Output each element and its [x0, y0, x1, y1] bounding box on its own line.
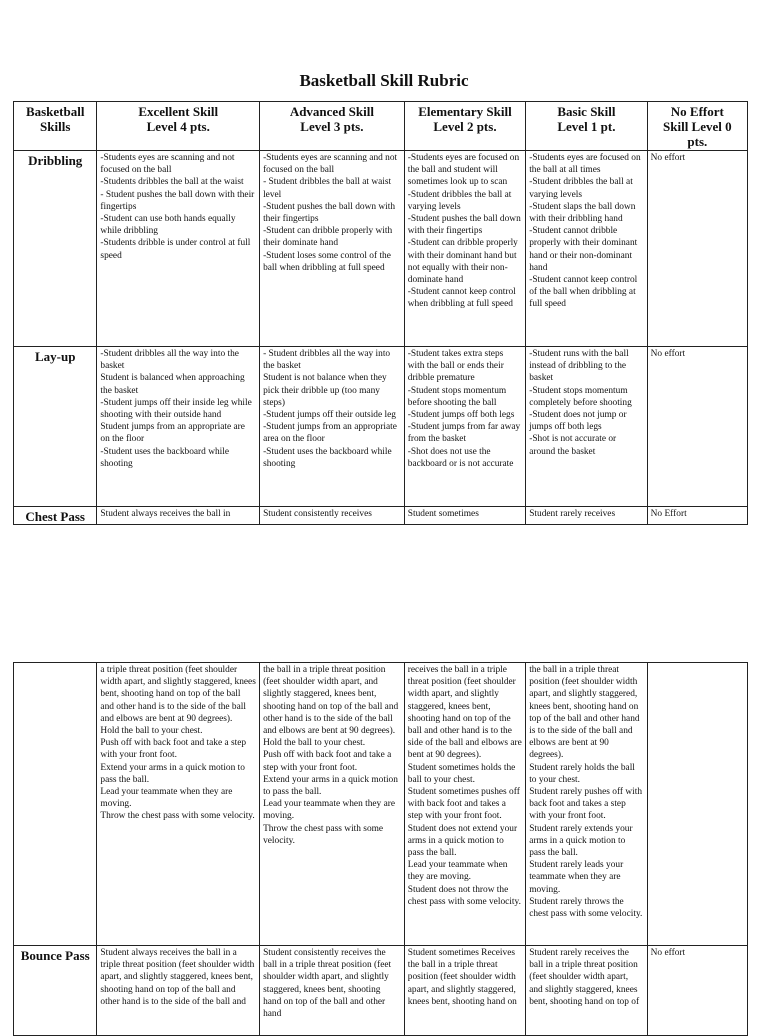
criterion-line: Student sometimes holds the ball to your chest. — [407, 762, 516, 785]
criterion-line: Student sometimes pushes off with back foot and takes a step with your front foot. — [407, 787, 520, 822]
cell-advanced — [260, 663, 405, 946]
cell-advanced — [260, 946, 405, 1036]
criterion-line: -Students eyes are scanning and not focused on the ball — [263, 153, 398, 176]
header-line: Elementary Skill — [418, 104, 512, 119]
criterion-line: Lead your teammate when they are moving. — [407, 860, 508, 883]
cell-basic — [526, 507, 647, 525]
criterion-line: Student consistently receives the ball in a triple threat position (feet shoulder width apart, and slightly staggered, knees bent, shooting hand on top of the ball and other hand — [263, 948, 392, 1020]
criterion-line: Student consistently receives — [263, 509, 372, 519]
criterion-line: Hold the ball to your chest. — [263, 738, 366, 749]
cell-basic — [526, 151, 647, 347]
criterion-line: -Student takes extra steps with the ball or ends their dribble premature — [407, 349, 504, 384]
criterion-line: -Student jumps from an appropriate area on the floor — [263, 422, 397, 445]
skill-name: Chest Pass — [14, 507, 97, 525]
criterion-line: Student rarely leads your teammate when they are moving. — [529, 860, 624, 895]
criterion-line: -Student cannot keep control of the ball when dribbling at full speed — [529, 275, 638, 310]
criterion-line: Push off with back foot and take a step with your front foot. — [100, 738, 247, 761]
criterion-line: Student always receives the ball in — [100, 509, 231, 519]
criterion-line: Throw the chest pass with some velocity. — [263, 823, 384, 846]
cell-advanced — [260, 151, 405, 347]
cell-excellent — [97, 507, 260, 525]
header-line: pts. — [687, 134, 708, 149]
criterion-line: -Student cannot dribble properly with their dominant hand or their non-dominant hand — [529, 226, 638, 273]
criterion-line: Student sometimes Receives the ball in a triple threat position (feet shoulder width apart, and slightly staggered, knees bent, shooting hand on — [407, 948, 517, 1007]
cell-excellent — [97, 663, 260, 946]
cell-elementary — [404, 347, 525, 507]
criterion-line: -Students eyes are scanning and not focused on the ball — [100, 153, 235, 176]
criterion-line: -Student loses some control of the ball when dribbling at full speed — [263, 250, 391, 273]
criterion-line: Student is not balance when they pick their dribble up (too many steps) — [263, 373, 387, 408]
header-skills — [14, 102, 97, 151]
header-line: Excellent Skill — [138, 104, 219, 119]
criterion-line: -Student does not jump or jumps off both legs — [529, 410, 627, 433]
criterion-line: -Students eyes are focused on the ball at all times — [529, 153, 641, 176]
cell-advanced — [260, 507, 405, 525]
cell-basic — [526, 663, 647, 946]
row-bounce-pass — [14, 946, 748, 1036]
cell-excellent — [97, 347, 260, 507]
row-lay-up — [14, 347, 748, 507]
criterion-line: No effort — [650, 948, 686, 958]
criterion-line: Student does not extend your arms in a quick motion to pass the ball. — [407, 823, 518, 859]
header-line: Basketball — [25, 104, 85, 119]
header-line: Level 4 pts. — [146, 119, 210, 134]
criterion-line: Student is balanced when approaching the basket — [100, 373, 245, 396]
criterion-line: -Student dribbles the ball at varying levels — [407, 189, 512, 212]
cell-no-effort — [647, 507, 747, 525]
header-advanced — [260, 102, 405, 151]
criterion-line: -Student can use both hands equally while dribbling — [100, 214, 236, 237]
header-no-effort — [647, 102, 747, 151]
criterion-line: - Student pushes the ball down with their fingertips — [100, 189, 255, 212]
skill-name — [14, 663, 97, 946]
header-line: No Effort — [670, 104, 724, 119]
row-dribbling — [14, 151, 748, 347]
criterion-line: -Student pushes the ball down with their fingertips — [407, 214, 521, 237]
header-basic — [526, 102, 647, 151]
header-excellent — [97, 102, 260, 151]
header-elementary — [404, 102, 525, 151]
criterion-line: No Effort — [650, 509, 687, 519]
criterion-line: -Student dribbles all the way into the basket — [100, 349, 239, 372]
criterion-line: -Shot does not use the backboard or is not accurate — [407, 446, 514, 469]
criterion-line: -Student pushes the ball down with their fingertips — [263, 201, 396, 225]
criterion-line: receives the ball in a triple threat position (feet shoulder width apart, and slightly staggered, knees bent, shooting hand on top of the ball and other hand is to the side of the ball and elbows are bent at 90 degrees). — [407, 665, 522, 761]
rubric-table-page-1 — [13, 101, 748, 525]
rubric-table-page-2 — [13, 662, 748, 1036]
criterion-line: -Student cannot keep control when dribbling at full speed — [407, 287, 516, 310]
header-line: Level 1 pt. — [557, 119, 616, 134]
criterion-line: -Student runs with the ball instead of dribbling to the basket — [529, 349, 629, 384]
row-chest-pass — [14, 507, 748, 525]
criterion-line: -Student jumps off their outside leg — [263, 410, 396, 421]
row-chest-pass-continued — [14, 663, 748, 946]
skill-name: Lay-up — [14, 347, 97, 507]
cell-advanced — [260, 347, 405, 507]
criterion-line: No effort — [650, 153, 686, 163]
criterion-line: a triple threat position (feet shoulder width apart, and slightly staggered, knees bent, shooting hand on top of the ball and other hand is to the side of the ball and elbows are bent at 90 degrees). — [100, 665, 256, 724]
criterion-line: Lead your teammate when they are moving. — [263, 799, 396, 822]
criterion-line: Hold the ball to your chest. — [100, 726, 203, 737]
criterion-line: Extend your arms in a quick motion to pass the ball. — [263, 774, 398, 798]
criterion-line: Student rarely pushes off with back foot and takes a step with your front foot. — [529, 787, 643, 822]
cell-no-effort — [647, 663, 747, 946]
cell-no-effort — [647, 946, 747, 1036]
header-line: Advanced Skill — [289, 104, 374, 119]
criterion-line: -Student uses the backboard while shooting — [100, 446, 230, 469]
criterion-line: -Students eyes are focused on the ball and student will sometimes look up to scan — [407, 153, 520, 188]
criterion-line: Lead your teammate when they are moving. — [100, 787, 233, 810]
cell-excellent — [97, 946, 260, 1036]
header-line: Skill Level 0 — [663, 119, 732, 134]
criterion-line: -Students dribbles the ball at the waist — [100, 177, 244, 188]
criterion-line: -Student dribbles the ball at varying levels — [529, 177, 633, 200]
criterion-line: -Shot is not accurate or around the basket — [529, 434, 617, 457]
criterion-line: -Students dribble is under control at full speed — [100, 238, 251, 261]
criterion-line: Extend your arms in a quick motion to pass the ball. — [100, 762, 245, 785]
criterion-line: -Student slaps the ball down with their dribbling hand — [529, 201, 636, 225]
criterion-line: Student rarely throws the chest pass with some velocity. — [529, 896, 643, 920]
cell-elementary — [404, 507, 525, 525]
criterion-line: - Student dribbles all the way into the basket — [263, 349, 391, 372]
cell-elementary — [404, 151, 525, 347]
header-row — [14, 102, 748, 151]
criterion-line: the ball in a triple threat position (feet shoulder width apart, and slightly staggered, knees bent, shooting hand on top of the ball and other hand is to the side of the ball and elbows are bent at 90 degrees). — [529, 665, 640, 761]
header-line: Skills — [40, 119, 71, 134]
header-line: Basic Skill — [557, 104, 616, 119]
criterion-line: -Student jumps from far away from the basket — [407, 422, 521, 445]
criterion-line: -Student jumps off their inside leg while shooting with their outside hand — [100, 397, 252, 421]
criterion-line: No effort — [650, 349, 686, 359]
cell-elementary — [404, 946, 525, 1036]
criterion-line: Student always receives the ball in a triple threat position (feet shoulder width apart, and slightly staggered, knees bent, shooting hand on top of the ball and other hand is to the side of the ball and — [100, 948, 255, 1007]
rubric-title: Basketball Skill Rubric — [299, 71, 469, 90]
criterion-line: -Student jumps off both legs — [407, 410, 515, 421]
criterion-line: -Student can dribble properly with their dominate hand — [263, 226, 393, 249]
criterion-line: Student rarely extends your arms in a quick motion to pass the ball. — [529, 823, 633, 859]
criterion-line: the ball in a triple threat position (feet shoulder width apart, and slightly staggered, knees bent, shooting hand on top of the ball and other hand is to the side of the ball and elbows are bent at 90 degrees). — [263, 665, 399, 737]
cell-no-effort — [647, 347, 747, 507]
criterion-line: Push off with back foot and take a step with your front foot. — [263, 750, 392, 773]
criterion-line: -Student stops momentum completely before shooting — [529, 385, 632, 408]
cell-basic — [526, 946, 647, 1036]
header-line: Level 2 pts. — [433, 119, 497, 134]
criterion-line: Student sometimes — [407, 509, 479, 519]
criterion-line: Throw the chest pass with some velocity. — [100, 811, 255, 822]
cell-excellent — [97, 151, 260, 347]
criterion-line: Student rarely receives the ball in a triple threat position (feet shoulder width apart, and slightly staggered, knees bent, shooting hand on top of — [529, 948, 640, 1007]
criterion-line: Student does not throw the chest pass with some velocity. — [407, 884, 521, 907]
cell-basic — [526, 347, 647, 507]
criterion-line: - Student dribbles the ball at waist level — [263, 177, 392, 200]
header-line: Level 3 pts. — [300, 119, 364, 134]
criterion-line: Student rarely holds the ball to your chest. — [529, 762, 635, 785]
criterion-line: Student rarely receives — [529, 509, 616, 519]
skill-name: Dribbling — [14, 151, 97, 347]
skill-name: Bounce Pass — [14, 946, 97, 1036]
criterion-line: -Student can dribble properly with their dominant hand but not equally with their non-dominate hand — [407, 238, 518, 286]
criterion-line: Student jumps from an appropriate are on the floor — [100, 422, 245, 445]
criterion-line: -Student stops momentum before shooting the ball — [407, 385, 507, 408]
criterion-line: -Student uses the backboard while shooting — [263, 446, 392, 469]
cell-elementary — [404, 663, 525, 946]
cell-no-effort — [647, 151, 747, 347]
